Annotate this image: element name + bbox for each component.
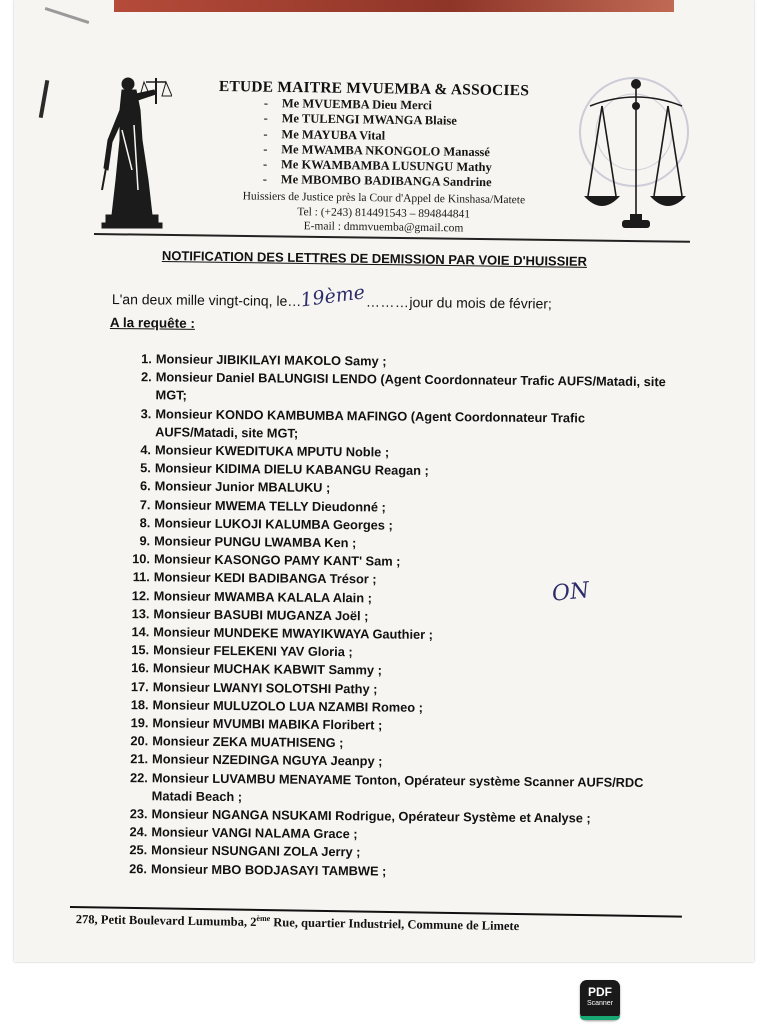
requester-text: Monsieur Daniel BALUNGISI LENDO (Agent Coordonnateur Trafic AUFS/Matadi, site MGT; <box>155 369 666 404</box>
lady-justice-logo <box>92 70 172 230</box>
requester-item <box>119 860 664 883</box>
requester-number: 1. <box>141 351 152 367</box>
requester-number: 4. <box>140 442 152 458</box>
date-prefix: L'an deux mille vingt-cinq, le… <box>111 290 302 309</box>
requester-text: Monsieur LUKOJI KALUMBA Georges ; <box>154 515 393 533</box>
requester-number: 17. <box>130 678 149 694</box>
app-badge-accent-bar <box>580 1016 620 1020</box>
requester-text: Monsieur KWEDITUKA MPUTU Noble ; <box>154 442 390 460</box>
requester-text: Monsieur LWANYI SOLOTSHI Pathy ; <box>152 678 378 697</box>
app-badge-subtitle: Scanner <box>586 1000 614 1007</box>
requester-number: 9. <box>139 533 151 549</box>
date-suffix: jour du mois de février; <box>409 294 552 312</box>
requester-text: Monsieur MUCHAK KABWIT Sammy ; <box>152 660 382 678</box>
firm-name: ETUDE MAITRE MVUEMBA & ASSOCIES <box>218 78 530 100</box>
pdf-scanner-app-icon[interactable] <box>580 980 620 1020</box>
requester-text: Monsieur MBO BODJASAYI TAMBWE ; <box>150 860 387 879</box>
scales-of-justice-logo <box>582 66 692 236</box>
app-badge-title: PDF <box>588 985 612 999</box>
requester-number: 2. <box>140 369 152 385</box>
requester-text: Monsieur NGANGA NSUKAMI Rodrigue, Opérateur Système et Analyse ; <box>151 806 591 826</box>
partner-item: - Me TULENGI MWANGA Blaise <box>263 111 457 128</box>
requester-text: Monsieur FELEKENI YAV Gloria ; <box>153 642 353 660</box>
requester-text: Monsieur ZEKA MUATHISENG ; <box>152 733 344 751</box>
requester-text: Monsieur MVUMBI MABIKA Floribert ; <box>152 715 383 733</box>
requester-number: 13. <box>131 605 150 622</box>
footer-address: 278, Petit Boulevard Lumumba, 2ème Rue, quartier Industriel, Commune de Limete <box>75 912 520 934</box>
requester-number: 15. <box>131 642 150 658</box>
partner-item: - Me MBOMBO BADIBANGA Sandrine <box>262 172 492 190</box>
partners-list <box>263 96 493 191</box>
requester-text: Monsieur MWEMA TELLY Dieudonné ; <box>154 496 386 515</box>
firm-contact-block <box>213 189 554 238</box>
partner-item: - Me MVUEMBA Dieu Merci <box>263 96 433 113</box>
requester-number: 11. <box>132 569 150 585</box>
requesters-list <box>119 350 669 883</box>
requester-number: 7. <box>139 496 151 512</box>
requester-number: 24. <box>129 824 148 840</box>
document-heading: NOTIFICATION DES LETTRES DE DEMISSION PAR VOIE D'HUISSIER <box>161 248 588 269</box>
requester-text: Monsieur MUNDEKE MWAYIKWAYA Gauthier ; <box>153 624 434 643</box>
requester-text: Monsieur KONDO KAMBUMBA MAFINGO (Agent Coordonnateur Trafic AUFS/Matadi, site MGT; <box>155 405 586 441</box>
date-line: L'an deux mille vingt-cinq, le…19ème………jour du mois de février; <box>111 281 552 312</box>
requester-number: 5. <box>140 460 151 476</box>
requester-number: 16. <box>131 660 150 676</box>
requester-text: Monsieur PUNGU LWAMBA Ken ; <box>154 533 357 551</box>
requester-text: Monsieur MWAMBA KALALA Alain ; <box>153 587 372 606</box>
requester-number: 10. <box>132 551 151 567</box>
requester-number: 25. <box>129 842 148 858</box>
requester-text: Monsieur NZEDINGA NGUYA Jeanpy ; <box>152 751 383 769</box>
requester-number: 22. <box>130 769 148 785</box>
handwritten-margin-note: ON <box>550 578 591 607</box>
requester-text: Monsieur BASUBI MUGANZA Joël ; <box>153 606 369 624</box>
requester-text: Monsieur JIBIKILAYI MAKOLO Samy ; <box>155 351 387 369</box>
requester-text: Monsieur NSUNGANI ZOLA Jerry ; <box>151 842 361 860</box>
scanned-page <box>14 0 754 962</box>
request-label: A la requête : <box>109 315 196 331</box>
requester-number: 20. <box>130 733 149 749</box>
requester-text: Monsieur MULUZOLO LUA NZAMBI Romeo ; <box>152 697 424 715</box>
pin-mark <box>45 7 90 24</box>
requester-text: Monsieur KIDIMA DIELU KABANGU Reagan ; <box>154 460 429 479</box>
page-top-edge <box>114 0 674 12</box>
handwritten-date: 19ème <box>299 281 367 312</box>
requester-number: 8. <box>139 514 151 531</box>
requester-number: 14. <box>131 624 150 640</box>
requester-number: 12. <box>131 587 150 603</box>
requester-number: 6. <box>139 478 151 494</box>
requester-number: 19. <box>130 715 149 731</box>
requester-item <box>123 405 668 447</box>
requester-text: Monsieur KEDI BADIBANGA Trésor ; <box>153 569 377 587</box>
requester-number: 3. <box>140 405 152 421</box>
requester-number: 18. <box>130 696 149 713</box>
requester-item <box>123 368 668 410</box>
requester-text: Monsieur KASONGO PAMY KANT' Sam ; <box>153 551 401 569</box>
requester-number: 23. <box>129 806 148 822</box>
jurisdiction-line: Huissiers de Justice près la Cour d'Appel de Kinshasa/Matete <box>242 190 526 207</box>
partner-item: - Me KWAMBAMBA LUSUNGU Mathy <box>262 157 492 175</box>
requester-item <box>120 769 665 811</box>
requester-text: Monsieur VANGI NALAMA Grace ; <box>151 824 358 842</box>
requester-number: 26. <box>129 860 148 876</box>
requester-text: Monsieur LUVAMBU MENAYAME Tonton, Opérateur système Scanner AUFS/RDC Matadi Beach ; <box>151 769 644 805</box>
requester-number: 21. <box>130 751 149 767</box>
partner-item: - Me MAYUBA Vital <box>263 126 386 143</box>
partner-item: - Me MWAMBA NKONGOLO Manassé <box>263 141 491 160</box>
email-line: E-mail : dmmvuemba@gmail.com <box>303 220 464 235</box>
punch-mark <box>39 80 50 118</box>
phone-line: Tel : (+243) 814491543 – 894844841 <box>297 205 471 221</box>
requester-text: Monsieur Junior MBALUKU ; <box>154 478 331 496</box>
